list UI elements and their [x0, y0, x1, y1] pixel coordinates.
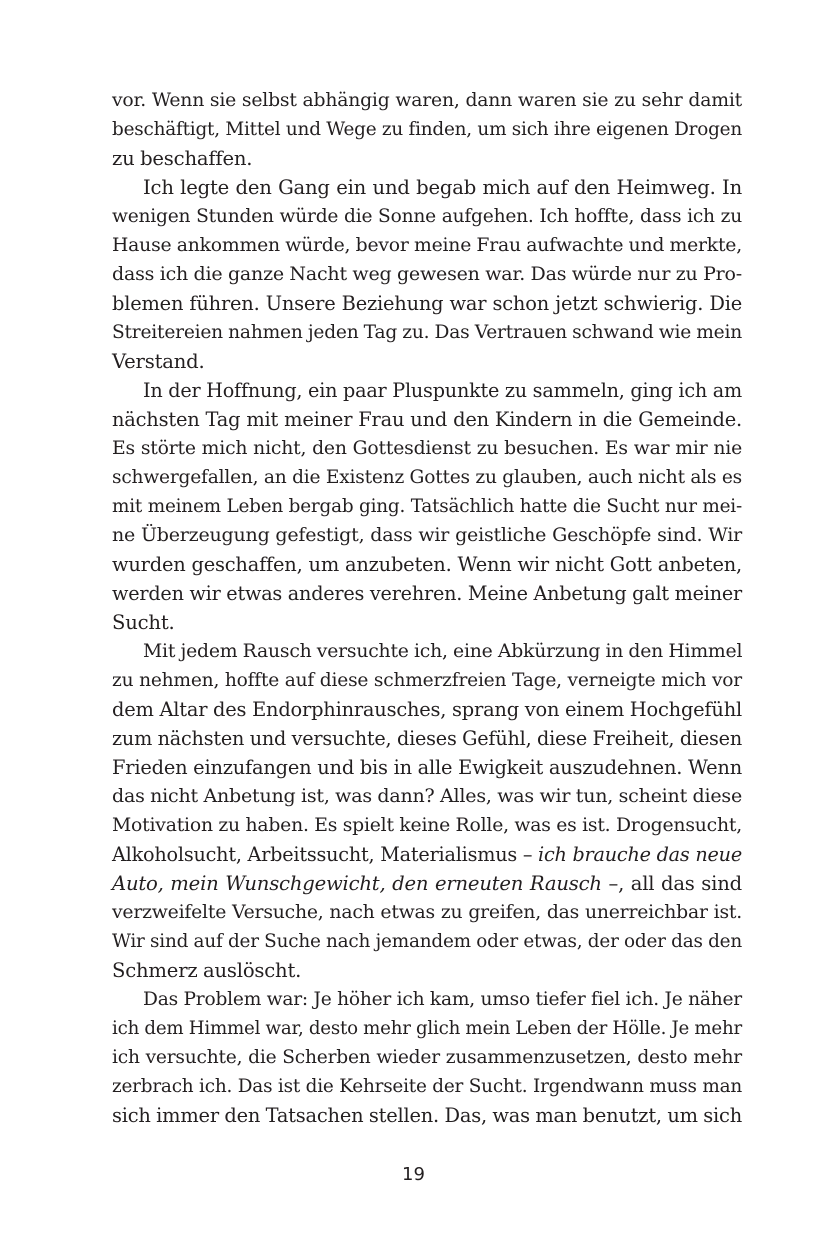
text-line: verzweifelte Versuche, nach etwas zu greifen, das unerreichbar ist. — [112, 902, 742, 923]
book-page-body — [112, 86, 742, 1130]
text-line: Schmerz auslöscht. — [112, 959, 302, 982]
text-line: dem Altar des Endorphinrausches, sprang von einem Hochgefühl — [112, 698, 742, 721]
text-line: mit meinem Leben bergab ging. Tatsächlich hatte die Sucht nur mei- — [112, 496, 742, 517]
text-segment: –, all das sind — [601, 872, 742, 895]
text-line: Frieden einzufangen und bis in alle Ewigkeit auszudehnen. Wenn — [112, 756, 742, 779]
text-line: zu nehmen, hoffte auf diese schmerzfreien Tage, verneigte mich vor — [112, 670, 742, 691]
text-line: Verstand. — [112, 350, 205, 373]
paragraph-3 — [112, 376, 742, 637]
text-line: ich versuchte, die Scherben wieder zusammenzusetzen, desto mehr — [112, 1047, 742, 1068]
text-line: vor. Wenn sie selbst abhängig waren, dann waren sie zu sehr damit — [112, 90, 742, 111]
text-line: Mit jedem Rausch versuchte ich, eine Abkürzung in den Himmel — [143, 641, 743, 662]
paragraph-2 — [112, 173, 742, 376]
text-line-mixed — [112, 840, 742, 869]
text-line: ne Überzeugung gefestigt, dass wir geistliche Geschöpfe sind. Wir — [112, 524, 742, 546]
text-line: Streitereien nahmen jeden Tag zu. Das Vertrauen schwand wie mein — [112, 322, 742, 343]
text-line: Wir sind auf der Suche nach jemandem oder etwas, der oder das den — [112, 931, 742, 952]
text-line: Das Problem war: Je höher ich kam, umso tiefer fiel ich. Je näher — [143, 989, 742, 1010]
text-line: sich immer den Tatsachen stellen. Das, was man benutzt, um sich — [112, 1104, 742, 1127]
text-line: Sucht. — [112, 611, 175, 634]
text-line: schwergefallen, an die Existenz Gottes zu glauben, auch nicht als es — [112, 467, 742, 488]
text-line: zu beschaffen. — [112, 147, 253, 170]
text-line: wurden geschaffen, um anzubeten. Wenn wir nicht Gott anbeten, — [112, 553, 742, 576]
text-line: wenigen Stunden würde die Sonne aufgehen. Ich hoffte, dass ich zu — [112, 206, 742, 227]
text-line: blemen führen. Unsere Beziehung war schon jetzt schwierig. Die — [112, 292, 742, 315]
text-line: Motivation zu haben. Es spielt keine Rolle, was es ist. Drogensucht, — [112, 815, 742, 836]
text-line: beschäftigt, Mittel und Wege zu finden, um sich ihre eigenen Drogen — [112, 119, 742, 140]
text-line: Ich legte den Gang ein und begab mich auf den Heimweg. In — [143, 176, 742, 199]
text-line: zerbrach ich. Das ist die Kehrseite der Sucht. Irgendwann muss man — [112, 1076, 742, 1097]
paragraph-5 — [112, 985, 742, 1130]
text-line: nächsten Tag mit meiner Frau und den Kindern in die Gemeinde. — [112, 408, 742, 431]
text-line-mixed — [112, 869, 742, 898]
text-line: dass ich die ganze Nacht weg gewesen war. Das würde nur zu Pro- — [112, 263, 742, 285]
text-line: das nicht Anbetung ist, was dann? Alles, was wir tun, scheint diese — [112, 785, 742, 807]
text-line: In der Hoffnung, ein paar Pluspunkte zu sammeln, ging ich am — [143, 379, 742, 402]
paragraph-1 — [112, 86, 742, 173]
italic-text-segment: Auto, mein Wunschgewicht, den erneuten Rausch — [112, 872, 602, 895]
text-line: Es störte mich nicht, den Gottesdienst zu besuchen. Es war mir nie — [112, 438, 742, 459]
italic-text-segment: ich brauche das neue — [538, 843, 742, 866]
text-segment: Alkoholsucht, Arbeitssucht, Materialismus – — [112, 843, 539, 866]
text-line: ich dem Himmel war, desto mehr glich mein Leben der Hölle. Je mehr — [112, 1018, 742, 1039]
page-number: 19 — [402, 1164, 425, 1185]
paragraph-4 — [112, 637, 742, 985]
text-line: zum nächsten und versuchte, dieses Gefühl, diese Freiheit, diesen — [112, 727, 742, 750]
text-line: werden wir etwas anderes verehren. Meine Anbetung galt meiner — [112, 582, 742, 605]
text-line: Hause ankommen würde, bevor meine Frau aufwachte und merkte, — [112, 235, 742, 256]
